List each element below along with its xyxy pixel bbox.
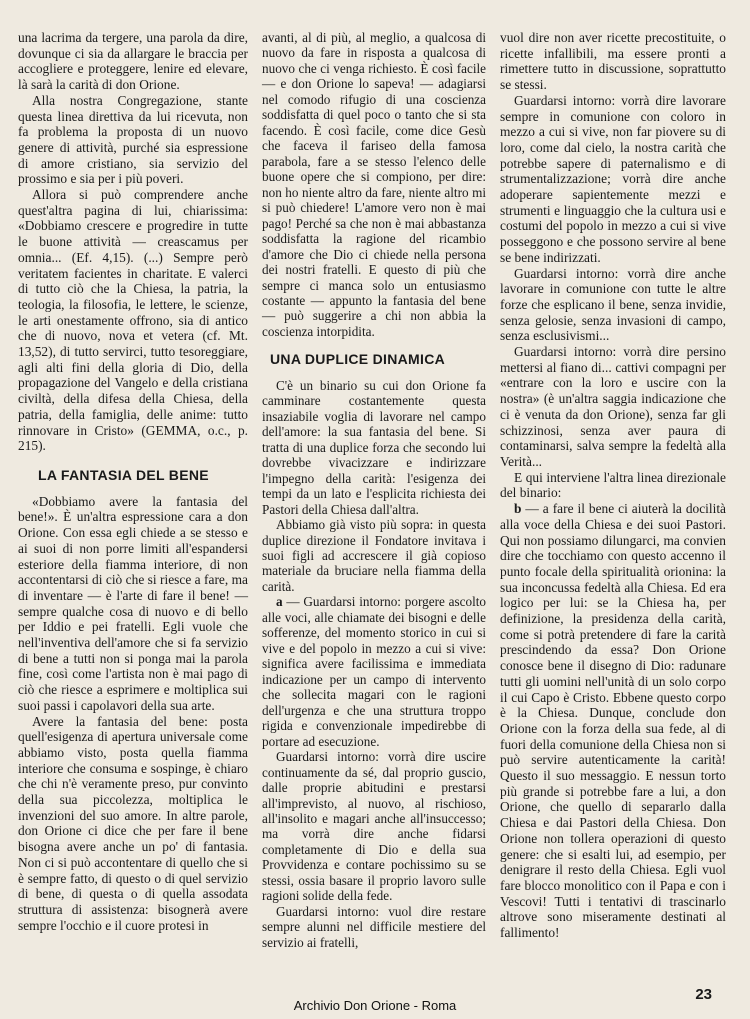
paragraph: Guardarsi intorno: vorrà dire anche lavorare in comunione con tutte le altre forze che esplicano il bene, senza invidie, senza gelosie, senza invasioni di campo, senza esclusivismi... bbox=[500, 265, 726, 344]
page-number: 23 bbox=[695, 986, 712, 1003]
paragraph-text: — Guardarsi intorno: porgere ascolto alle voci, alle chiamate dei bisogni e delle sofferenze, del momento storico in cui si vive e del popolo in mezzo a cui si vive: significa avere facilissima e immediata indicazione per un campo di intervento che sollecita magari con le ragioni dell'urgenza e che una struttura troppo rigida e convenzionale impedirebbe di portare ad esecuzione. bbox=[262, 594, 486, 749]
text-column-1 bbox=[18, 30, 248, 933]
text-column-2 bbox=[262, 30, 486, 950]
paragraph: Guardarsi intorno: vorrà dire persino mettersi al fiano di... cattivi compagni per «entrare con la loro e uscire con la nostra» (è un'altra saggia indicazione che ci è venuta da don Orione), senza far gli schizzinosi, senza aver paura di contaminarsi, salva sempre la fedeltà alla Verità... bbox=[500, 344, 726, 469]
section-heading: UNA DUPLICE DINAMICA bbox=[270, 351, 446, 368]
paragraph: «Dobbiamo avere la fantasia del bene!». È un'altra espressione cara a don Orione. Con essa egli chiede a se stesso e ai suoi di non porre limiti all'espandersi esteriore della fiamma interiore, di non accontentarsi di ciò che si riesce a fare, ma di inventare — è l'arte di fare il bene! — sempre qualche cosa di nuovo e di bello per Iddio e pei fratelli. Egli vuole che nell'inventiva dell'amore che si fa servizio di bene a tutti non si ponga mai la parola fine, così come l'artista non è mai pago di ciò che riesce a esprimere e moltiplica sui suoi passi i capolavori della sua arte. bbox=[18, 493, 248, 713]
paragraph: vuol dire non aver ricette precostituite, o ricette infallibili, ma essere pronti a rimettere tutto in discussione, soprattutto se stessi. bbox=[500, 30, 726, 93]
paragraph: Guardarsi intorno: vorrà dire lavorare sempre in comunione con coloro in mezzo a cui si vive, non far piovere su di loro, come dal cielo, la nostra carità che potrebbe sapere di paternalismo e di strumentalizzazione; vorrà dire anche adoperare sapientemente mezzi e strumenti e linguaggio che la cultura usi e costumi del popolo in mezzo a cui si vive posseggono e che possono servire al bene se bene indirizzati. bbox=[500, 92, 726, 265]
paragraph: Allora si può comprendere anche quest'altra pagina di lui, chiarissima: «Dobbiamo crescere e progredire in tutte le buone attività — creascamus per omnia... (Ef. 4,15). (...) Sempre però veritatem facientes in charitate. E valerci di tutto ciò che la Chiesa, la patria, la teologia, la filosofia, le lettere, le scienze, le arti onestamente offrono, sia di antico che di nuovo, nova et vetera (cf. Mt. 13,52), di tutto servirci, tutto tesoreggiare, agli alti fini della gloria di Dio, della propagazione del Vangelo e della cristiana civiltà, della difesa della Chiesa, della patria, della famiglia, delle anime: tutto rinnovare in Cristo» (GEMMA, o.c., p. 215). bbox=[18, 187, 248, 454]
paragraph bbox=[262, 594, 486, 749]
paragraph bbox=[500, 501, 726, 941]
paragraph: Abbiamo già visto più sopra: in questa duplice direzione il Fondatore invitava i suoi figli ad accrescere il già copioso materiale da bruciare nella fiamma della carità. bbox=[262, 517, 486, 594]
paragraph: Avere la fantasia del bene: posta quell'esigenza di apertura universale come abbiamo visto, posta quella fiamma interiore che consuma e sospinge, è chiaro che chi n'è veramente preso, pur convinto della sua piccolezza, moltiplica le invenzioni del suo amore. In altre parole, don Orione ci dice che per fare il bene bisogna avere anche un po' di fantasia. Non ci si può accontentare di quello che si è sempre fatto, di questo o di quel servizio di bene, di questa o di quella assodata struttura di assistenza: bisognerà avere sempre l'occhio e il cuore protesi in bbox=[18, 713, 248, 933]
paragraph-text: — a fare il bene ci aiuterà la docilità alla voce della Chiesa e dei suoi Pastori. Qui non possiamo dilungarci, ma convien dire che tocchiamo con questo accenno il punto focale della spiritualità orionina: la sua inconcussa fedeltà alla Chiesa. Ed era logico per lui: se la Chiesa ha, per definizione, la presidenza della carità, come si potrà pretendere di fare la carità prescindendo da essa? Don Orione conosce bene il disegno di Dio: radunare tutti gli uomini nell'unità di un solo corpo il cui Capo è Cristo. Ebbene questo corpo è la Chiesa. Dunque, conclude don Orione con la forza della sua fede, al di fuori della comunione della Chiesa non si può servire autenticamente la carità! Questo il suo messaggio. E nessun torto più grande si potrebbe fare a lui, a don Orione, che quello di separarlo dalla Chiesa e dai Pastori della Chiesa. Don Orione non tollera operazioni di questo genere: che si esalti lui, ad esempio, per denigrare il resto della Chiesa. Egli vuol fare blocco monolitico con il Papa e con i Vescovi! Tutti i tentativi di trascinarlo altrove sono miseramente destinati al fallimento! bbox=[500, 501, 726, 941]
paragraph: Alla nostra Congregazione, stante questa linea direttiva da lui ricevuta, non fa problema la proposta di un nuovo genere di attività, purché sia espressione di amore cristiano, sia servizio del prossimo e sia per i più poveri. bbox=[18, 92, 248, 187]
paragraph: Guardarsi intorno: vuol dire restare sempre alunni nel difficile mestiere del servizio ai fratelli, bbox=[262, 903, 486, 950]
paragraph: una lacrima da tergere, una parola da dire, dovunque ci sia da allargare le braccia per accogliere e proteggere, lenire ed elevare, là sarà la carità di don Orione. bbox=[18, 30, 248, 93]
text-column-3 bbox=[500, 30, 726, 941]
list-marker: a bbox=[276, 594, 283, 610]
paragraph: avanti, al di più, al meglio, a qualcosa di nuovo da fare in risposta a qualcosa di nuovo che ci venga richiesto. È così facile — e don Orione lo sapeva! — adagiarsi nel comodo rifugio di una coscienza soddisfatta di quel poco o tanto che si sta facendo. È così facile, come dice Gesù che faceva il fariseo della famosa parabola, fare a se stesso l'elenco delle buone opere che si compiono, per dire: non ho niente altro da fare, niente altro mi si può chiedere! L'amore vero non è mai pago! Perché sa che non è mai abbastanza soddisfatta la ragione del ricambio d'amore che Dio ci chiede nella persona dei nostri fratelli. E questo di più che sempre ci manca solo un entusiasmo costante — appunto la fantasia del bene — può suggerire a chi non abbia la coscienza intorpidita. bbox=[262, 30, 486, 339]
archive-footer: Archivio Don Orione - Roma bbox=[293, 998, 457, 1013]
paragraph: Guardarsi intorno: vorrà dire uscire continuamente da sé, dal proprio guscio, dalle proprie abitudini e prestarsi all'imprevisto, al nuovo, al rischioso, all'insolito e magari anche all'insuccesso; ma vorrà dire anche fidarsi completamente di Dio e della sua Provvidenza e contare pochissimo su se stessi, ossia basare il proprio lavoro sulle ragioni solide della fede. bbox=[262, 749, 486, 904]
paragraph: C'è un binario su cui don Orione fa camminare costantemente questa insaziabile voglia di lavorare nel campo dell'amore: la sua fantasia del bene. Si tratta di una duplice forza che secondo lui dovrebbe vivacizzare e indirizzare l'impegno della carità: l'esigenza dei tempi da un lato e l'esplicita richiesta dei Pastori della Chiesa dall'altra. bbox=[262, 377, 486, 517]
section-heading: LA FANTASIA DEL BENE bbox=[38, 466, 209, 483]
paragraph: E qui interviene l'altra linea direzionale del binario: bbox=[500, 469, 726, 501]
list-marker: b bbox=[514, 501, 522, 517]
